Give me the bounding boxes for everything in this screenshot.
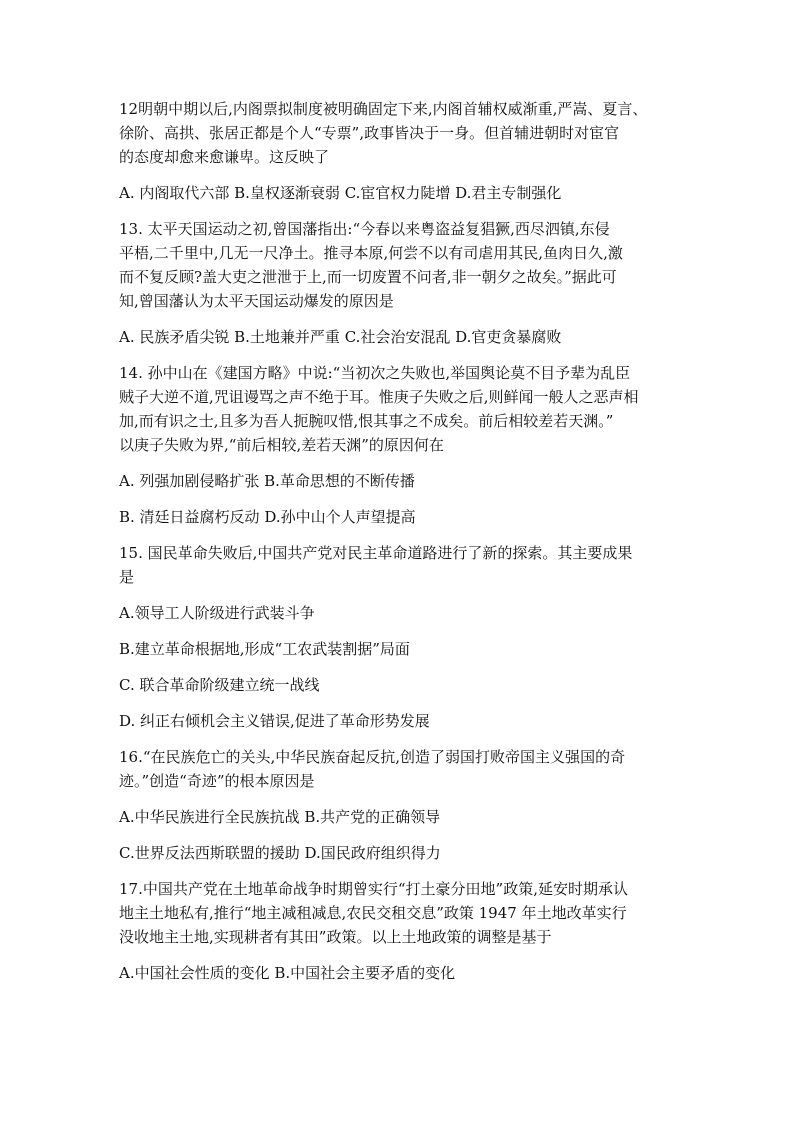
question-15-stem: 15. 国民革命失败后,中国共产党对民主革命道路进行了新的探索。其主要成果 是	[119, 544, 633, 586]
question-15-option-b: B.建立革命根据地,形成“工农武装割据”局面	[119, 640, 410, 658]
question-14-option-line-2: B. 清廷日益腐朽反动 D.孙中山个人声望提高	[119, 508, 416, 526]
question-15-option-a: A.领导工人阶级进行武装斗争	[119, 604, 315, 622]
question-16-option-line-1: A.中华民族进行全民族抗战 B.共产党的正确领导	[119, 808, 441, 826]
document-page	[119, 97, 679, 985]
question-14-option-line-1: A. 列强加剧侵略扩张 B.革命思想的不断传播	[119, 472, 415, 490]
question-17-option-line-1: A.中国社会性质的变化 B.中国社会主要矛盾的变化	[119, 964, 456, 982]
question-17-stem: 17.中国共产党在土地革命战争时期曾实行“打土豪分田地”政策,延安时期承认 地主土地私有,推行“地主减租减息,农民交租交息”政策 1947 年土地改革实行 没收地主土地,实现耕者有其田”政策。以上土地政策的调整是基于	[119, 880, 628, 946]
question-16-option-line-2: C.世界反法西斯联盟的援助 D.国民政府组织得力	[119, 844, 441, 862]
question-13-stem: 13. 太平天国运动之初,曾国藩指出:“今春以来粤盗益复猖獗,西尽泗镇,东侵 平梧,二千里中,几无一尺净土。推寻本原,何尝不以有司虐用其民,鱼肉日久,激 而不复反顾?盖大吏之泄泄于上,而一切废置不问者,非一朝夕之故矣。”据此可 知,曾国藩认为太平天国运动爆发的原因是	[119, 220, 623, 310]
question-12-options: A. 内阁取代六部 B.皇权逐渐衰弱 C.宦官权力陡增 D.君主专制强化	[119, 184, 562, 202]
question-15-option-c: C. 联合革命阶级建立统一战线	[119, 676, 320, 694]
question-13-options: A. 民族矛盾尖锐 B.土地兼并严重 C.社会治安混乱 D.官吏贪暴腐败	[119, 328, 562, 346]
question-16-stem: 16.“在民族危亡的关头,中华民族奋起反抗,创造了弱国打败帝国主义强国的奇 迹。”创造“奇迹”的根本原因是	[119, 748, 626, 790]
question-12-stem: 12明朝中期以后,内阁票拟制度被明确固定下来,内阁首辅权威渐重,严嵩、夏言、 徐阶、高拱、张居正都是个人“专票”,政事皆决于一身。但首辅进朝时对宦官 的态度却愈来愈谦卑。这反映了	[119, 100, 648, 166]
question-15-option-d: D. 纠正右倾机会主义错误,促进了革命形势发展	[119, 712, 430, 730]
question-14-stem: 14. 孙中山在《建国方略》中说:“当初次之失败也,举国舆论莫不目予辈为乱臣 贼子大逆不道,咒诅谩骂之声不绝于耳。惟庚子失败之后,则鲜闻一般人之恶声相 加,而有识之士,且多为吾人扼腕叹惜,恨其事之不成矣。前后相较差若天渊。” 以庚子失败为界,“前后相较,差若天渊”的原因何在	[119, 364, 639, 454]
